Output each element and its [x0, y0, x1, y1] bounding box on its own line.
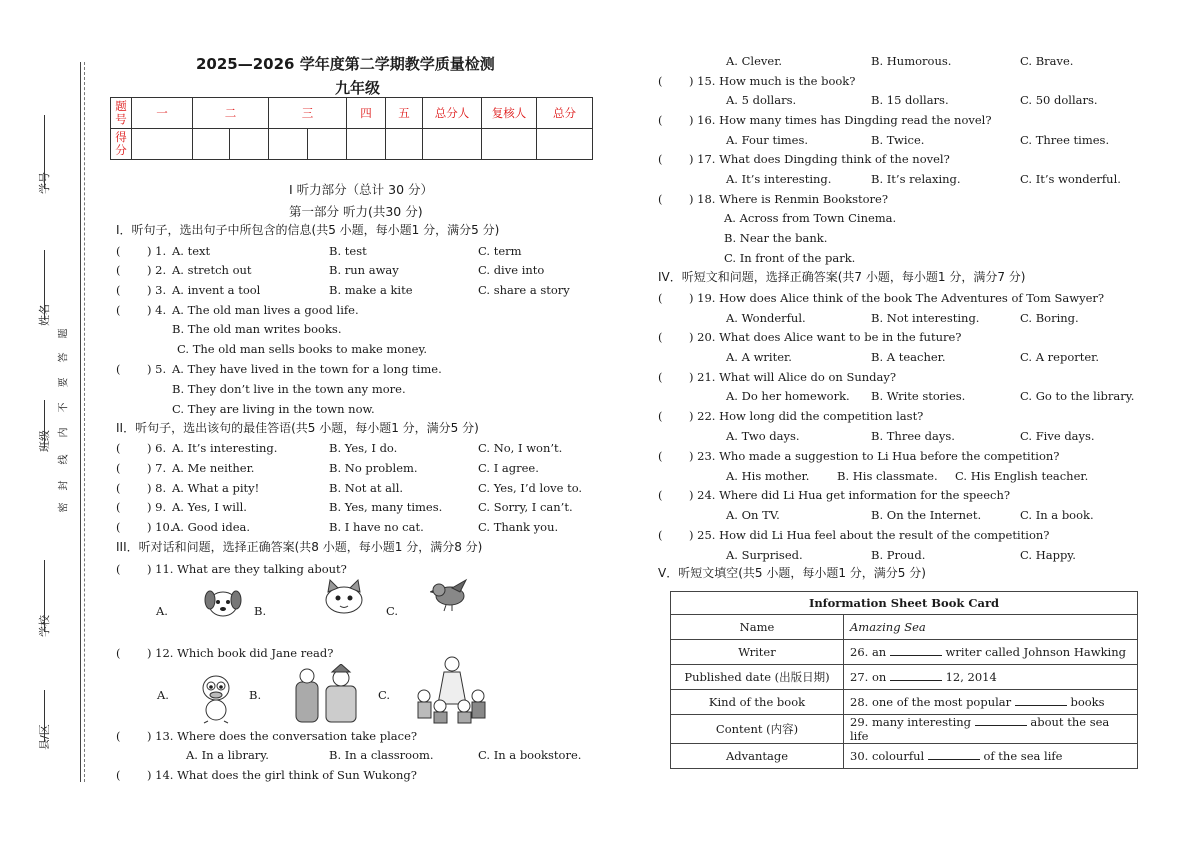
binding-dashed-line	[84, 62, 85, 782]
option-c[interactable]: C. I agree.	[478, 461, 539, 475]
option-a[interactable]: A. Across from Town Cinema.	[724, 211, 897, 225]
option-c[interactable]: C. His English teacher.	[955, 469, 1089, 483]
info-row: Content (内容) 29. many interesting about the sea life	[671, 715, 1138, 744]
info-sheet-title: Information Sheet Book Card	[671, 592, 1138, 615]
option-a[interactable]: A. The old man lives a good life.	[172, 303, 359, 317]
binding-line	[80, 62, 81, 782]
fairy-tale-picture	[292, 664, 364, 726]
section-3-title: III．听对话和问题，选择正确答案(共8 小题，每小题1 分，满分8 分)	[116, 540, 483, 554]
option-a[interactable]: A. Wonderful.	[726, 311, 806, 325]
option-c[interactable]: C.	[386, 604, 399, 618]
section-1-title: I．听句子，选出句子中所包含的信息(共5 小题，每小题1 分，满分5 分)	[116, 223, 500, 237]
option-c[interactable]: C. Happy.	[1020, 548, 1076, 562]
option-b[interactable]: B. make a kite	[329, 283, 413, 297]
option-b[interactable]: B. Yes, many times.	[329, 500, 443, 514]
option-c[interactable]: C.	[378, 688, 391, 702]
answer-blank-29[interactable]	[975, 715, 1027, 726]
answer-blank-28[interactable]	[1015, 695, 1067, 706]
option-c[interactable]: C. In front of the park.	[724, 251, 856, 265]
option-c[interactable]: C. It’s wonderful.	[1020, 172, 1121, 186]
option-b[interactable]: B. Three days.	[871, 429, 955, 443]
info-row: Name Amazing Sea	[671, 615, 1138, 640]
option-a[interactable]: A. Me neither.	[172, 461, 255, 475]
option-a[interactable]: A. stretch out	[172, 263, 252, 277]
option-a[interactable]: A. His mother.	[726, 469, 810, 483]
option-c[interactable]: C. Three times.	[1020, 133, 1110, 147]
score-cell[interactable]	[193, 129, 230, 160]
option-a[interactable]: A. They have lived in the town for a long time.	[172, 362, 442, 376]
county-label: 县/区	[38, 724, 51, 750]
option-b[interactable]: B. It’s relaxing.	[871, 172, 961, 186]
option-c[interactable]: C. Boring.	[1020, 311, 1079, 325]
score-cell[interactable]	[347, 129, 386, 160]
school-label: 学校	[38, 615, 51, 637]
info-row: Published date (出版日期) 27. on 12, 2014	[671, 665, 1138, 690]
name-label: 姓名	[38, 304, 51, 326]
option-c[interactable]: C. term	[478, 244, 522, 258]
info-row: Writer 26. an writer called Johnson Hawking	[671, 640, 1138, 665]
option-b[interactable]: B. Near the bank.	[724, 231, 828, 245]
option-b[interactable]: B. test	[329, 244, 367, 258]
score-cell[interactable]	[132, 129, 193, 160]
score-cell[interactable]	[386, 129, 423, 160]
cat-picture	[318, 576, 370, 618]
option-a[interactable]: A. Surprised.	[726, 548, 803, 562]
option-a[interactable]: A. It’s interesting.	[726, 172, 832, 186]
option-c[interactable]: C. No, I won’t.	[478, 441, 563, 455]
grade-label: 九年级	[335, 79, 381, 97]
option-c[interactable]: C. They are living in the town now.	[172, 402, 375, 416]
option-b[interactable]: B. Humorous.	[871, 54, 952, 68]
option-b[interactable]: B. Twice.	[871, 133, 925, 147]
option-b[interactable]: B. No problem.	[329, 461, 418, 475]
answer-blank-30[interactable]	[928, 749, 980, 760]
option-b[interactable]: B. In a classroom.	[329, 748, 434, 762]
option-c[interactable]: C. A reporter.	[1020, 350, 1100, 364]
option-c[interactable]: C. dive into	[478, 263, 545, 277]
answer-blank-27[interactable]	[890, 670, 942, 681]
option-b[interactable]: B. run away	[329, 263, 399, 277]
option-a[interactable]: A. Four times.	[726, 133, 809, 147]
option-b[interactable]: B. 15 dollars.	[871, 93, 949, 107]
option-a[interactable]: A. It’s interesting.	[172, 441, 278, 455]
option-b[interactable]: B. Yes, I do.	[329, 441, 398, 455]
score-cell[interactable]	[423, 129, 482, 160]
snow-white-picture	[412, 654, 488, 724]
info-row: Advantage 30. colourful of the sea life	[671, 744, 1138, 769]
option-b[interactable]: B. Not at all.	[329, 481, 404, 495]
option-b[interactable]: B. I have no cat.	[329, 520, 424, 534]
sub-title: 第一部分 听力(共30 分)	[289, 204, 423, 219]
section-5-title: V．听短文填空(共5 小题，每小题1 分，满分5 分)	[658, 566, 926, 580]
county-field[interactable]	[44, 690, 45, 742]
option-c[interactable]: C. In a bookstore.	[478, 748, 582, 762]
option-a[interactable]: A. text	[172, 244, 211, 258]
option-c[interactable]: C. 50 dollars.	[1020, 93, 1098, 107]
option-a[interactable]: A. Good idea.	[172, 520, 251, 534]
name-field[interactable]	[44, 250, 45, 320]
option-b[interactable]: B. Write stories.	[871, 389, 966, 403]
option-a[interactable]: A. In a library.	[186, 748, 269, 762]
option-b[interactable]: B. Not interesting.	[871, 311, 980, 325]
option-a[interactable]: A.	[157, 688, 169, 702]
exam-title: 2025—2026 学年度第二学期教学质量检测	[196, 55, 495, 73]
option-b[interactable]: B. His classmate.	[837, 469, 938, 483]
part-title: I 听力部分（总计 30 分）	[289, 182, 434, 197]
option-c[interactable]: C. Sorry, I can’t.	[478, 500, 573, 514]
option-a[interactable]: A. 5 dollars.	[726, 93, 797, 107]
info-sheet-table	[670, 591, 1138, 769]
info-row: Kind of the book 28. one of the most popular books	[671, 690, 1138, 715]
score-row-label: 得分	[111, 129, 132, 160]
score-cell[interactable]	[537, 129, 593, 160]
option-c[interactable]: C. Brave.	[1020, 54, 1074, 68]
option-c[interactable]: C. In a book.	[1020, 508, 1094, 522]
score-cell[interactable]	[269, 129, 308, 160]
option-a[interactable]: A. Do her homework.	[726, 389, 850, 403]
option-b[interactable]: B. A teacher.	[871, 350, 946, 364]
school-field[interactable]	[44, 560, 45, 632]
option-b[interactable]: B. Proud.	[871, 548, 926, 562]
answer-blank-26[interactable]	[890, 645, 942, 656]
option-c[interactable]: C. share a story	[478, 283, 570, 297]
option-b[interactable]: B.	[254, 604, 267, 618]
score-cell[interactable]	[308, 129, 347, 160]
dog-picture	[200, 582, 246, 622]
option-b[interactable]: B.	[249, 688, 262, 702]
section-2-title: II．听句子，选出该句的最佳答语(共5 小题，每小题1 分，满分5 分)	[116, 421, 479, 435]
option-b[interactable]: B. They don’t live in the town any more.	[172, 382, 406, 396]
option-a[interactable]: A. A writer.	[726, 350, 792, 364]
section-4-title: IV．听短文和问题，选择正确答案(共7 小题，每小题1 分，满分7 分)	[658, 270, 1026, 284]
option-a[interactable]: A.	[156, 604, 168, 618]
bird-picture	[430, 574, 470, 614]
option-a[interactable]: A. Yes, I will.	[172, 500, 247, 514]
option-c[interactable]: C. Go to the library.	[1020, 389, 1135, 403]
option-b[interactable]: B. On the Internet.	[871, 508, 982, 522]
score-cell[interactable]	[482, 129, 537, 160]
number-field[interactable]	[44, 115, 45, 189]
number-label: 学号	[38, 172, 51, 194]
option-c[interactable]: C. Yes, I’d love to.	[478, 481, 583, 495]
option-a[interactable]: A. What a pity!	[172, 481, 260, 495]
option-a[interactable]: A. Clever.	[726, 54, 783, 68]
score-row-label: 题号	[111, 98, 132, 129]
option-a[interactable]: A. Two days.	[726, 429, 800, 443]
option-a[interactable]: A. invent a tool	[172, 283, 261, 297]
score-cell[interactable]	[230, 129, 269, 160]
class-field[interactable]	[44, 400, 45, 448]
option-b[interactable]: B. The old man writes books.	[172, 322, 342, 336]
option-c[interactable]: C. Five days.	[1020, 429, 1095, 443]
score-table: 题号 一 二 三 四 五 总分人 复核人 总分 得分	[110, 97, 593, 160]
option-c[interactable]: C. Thank you.	[478, 520, 559, 534]
option-c[interactable]: C. The old man sells books to make money.	[177, 342, 428, 356]
class-label: 班级	[38, 430, 51, 452]
duckling-picture	[194, 668, 238, 724]
option-a[interactable]: A. On TV.	[726, 508, 780, 522]
